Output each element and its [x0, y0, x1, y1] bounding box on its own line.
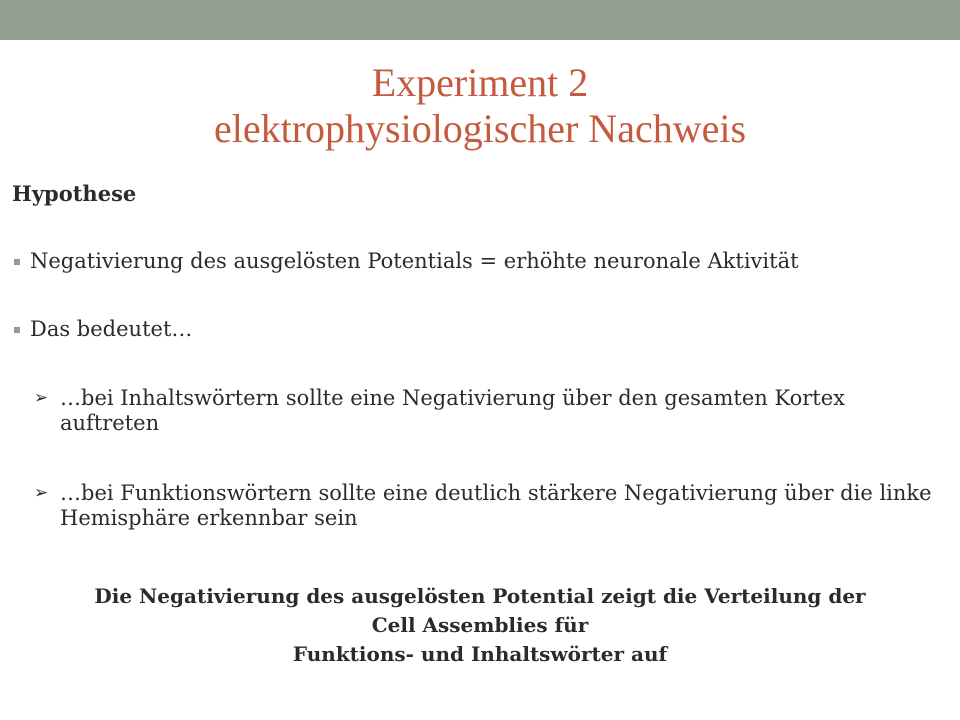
- bullet-text: Negativierung des ausgelösten Potentials = erhöhte neuronale Aktivität: [30, 249, 799, 273]
- conclusion-text: [20, 582, 940, 669]
- bullet-item: [12, 248, 942, 274]
- bullet-text: Das bedeutet…: [30, 317, 193, 341]
- sub-bullet-text: …bei Inhaltswörtern sollte eine Negativierung über den gesamten Kortex auftreten: [60, 386, 845, 435]
- sub-bullet-item: [12, 386, 942, 436]
- bullet-item: [12, 316, 942, 342]
- sub-bullet-text: …bei Funktionswörtern sollte eine deutlich stärkere Negativierung über die linke Hemisphäre erkennbar sein: [60, 481, 932, 530]
- conclusion-line-1: Die Negativierung des ausgelösten Potential zeigt die Verteilung der: [94, 584, 866, 608]
- conclusion-line-3: Funktions- und Inhaltswörter auf: [292, 642, 668, 666]
- sub-bullet-item: [12, 481, 942, 531]
- top-accent-bar: [0, 0, 960, 40]
- slide-title: [0, 60, 960, 152]
- slide-content: [12, 180, 942, 531]
- arrow-bullet-icon: ➢: [34, 388, 49, 408]
- arrow-bullet-icon: ➢: [34, 483, 49, 503]
- conclusion-line-2: Cell Assemblies für: [371, 613, 589, 637]
- square-bullet-icon: [14, 259, 20, 265]
- slide-title-line-1: Experiment 2: [371, 60, 589, 105]
- square-bullet-icon: [14, 327, 20, 333]
- slide-title-line-2: elektrophysiologischer Nachweis: [213, 106, 747, 151]
- section-heading: Hypothese: [12, 181, 137, 206]
